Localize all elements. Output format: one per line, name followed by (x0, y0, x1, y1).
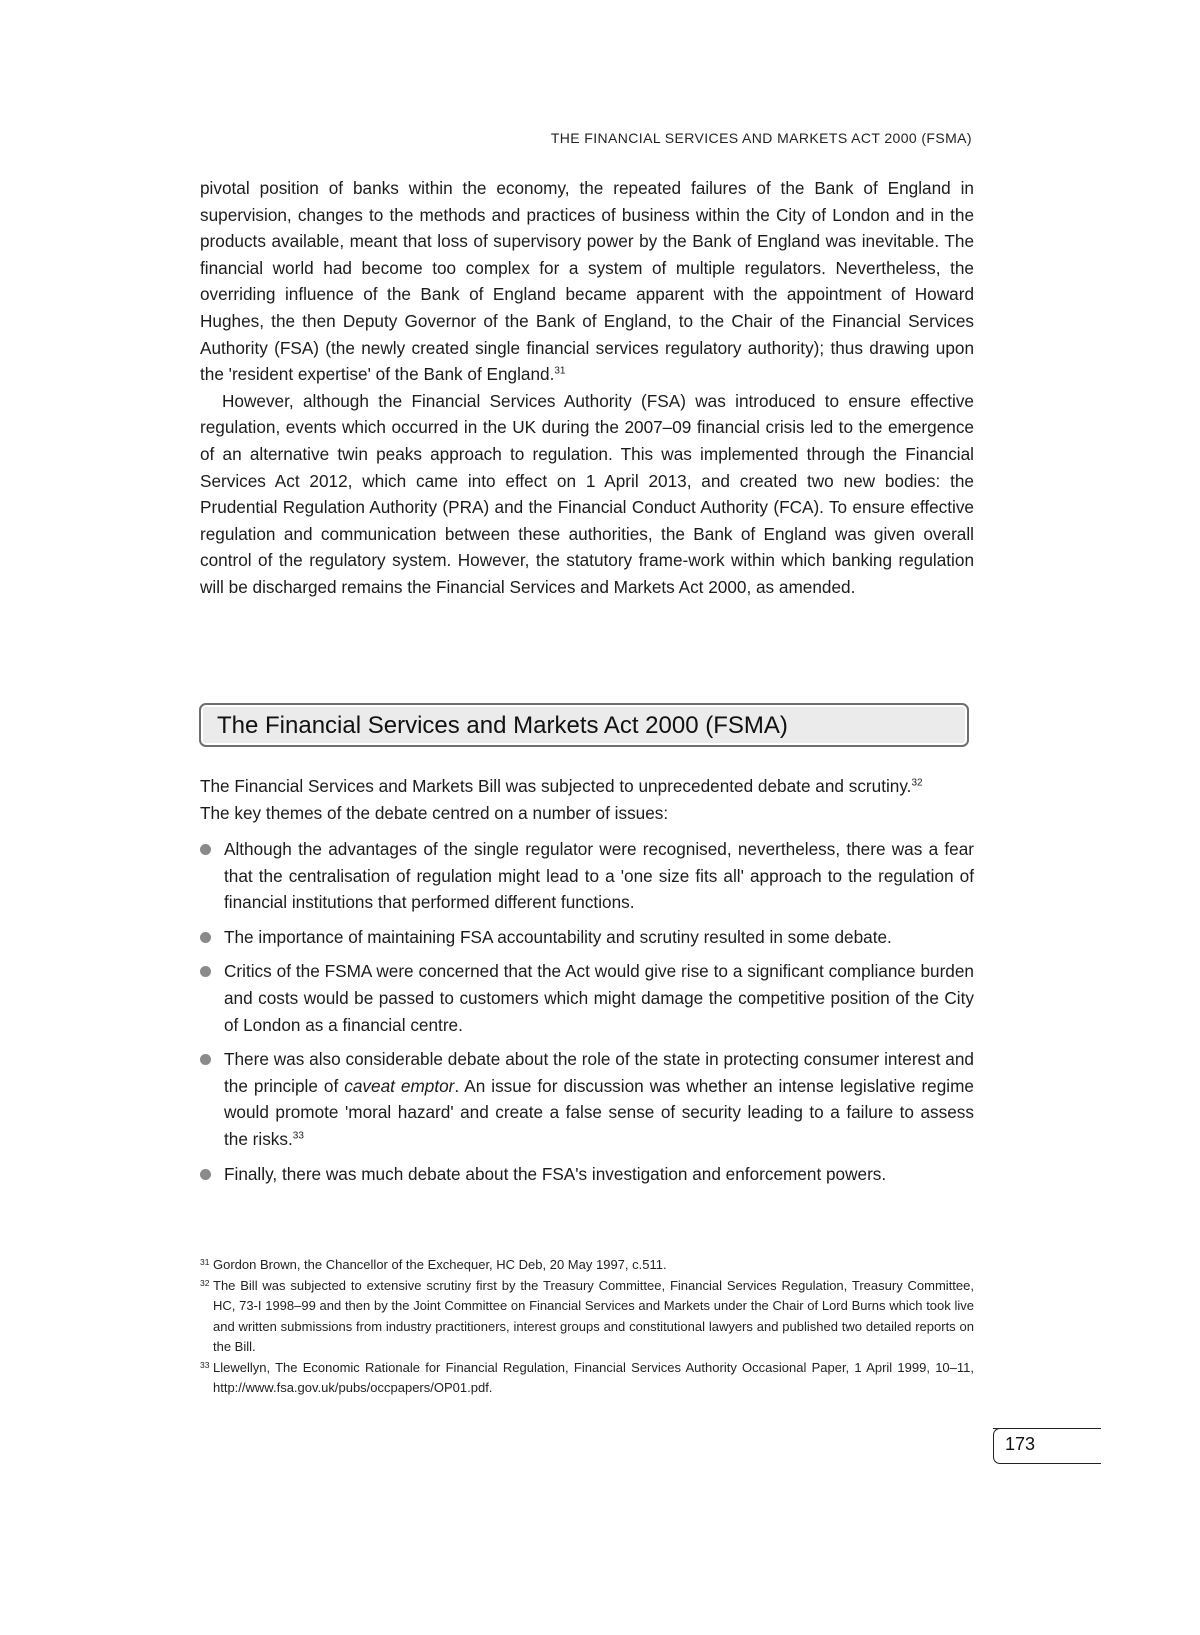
footnote-marker: 32 (200, 1277, 210, 1288)
bullet-item-2 (200, 924, 974, 951)
footnote-ref-32[interactable]: 32 (911, 777, 923, 789)
footnote-text: The Bill was subjected to extensive scrutiny first by the Treasury Committee, Financial Services Regulation, Treasury Committee, HC, 73-I 1998–99 and then by the Joint Committee on Financial Services and Markets under the Chair of Lord Burns which took live and written submissions from industry practitioners, interest groups and constitutional lawyers and published two detailed reports on the Bill. (213, 1277, 974, 1354)
bullet-dot-icon (200, 966, 211, 977)
footnote-ref-31[interactable]: 31 (554, 365, 566, 377)
bullet-text-3: Critics of the FSMA were concerned that the Act would give rise to a significant compliance burden and costs would be passed to customers which might damage the competitive position of the City of London as a financial centre. (224, 961, 974, 1035)
footnote-text: Llewellyn, The Economic Rationale for Financial Regulation, Financial Services Authority Occasional Paper, 1 April 1999, 10–11, http://www.fsa.gov.uk/pubs/occpapers/OP01.pdf. (213, 1359, 974, 1395)
bullet-text-4b: . An issue for discussion was whether an intense legislative regime would promote 'moral hazard' and create a false sense of security leading to a failure to assess the risks. (224, 1075, 974, 1149)
section-intro (200, 773, 974, 826)
section-intro-text-2: The key themes of the debate centred on a number of issues: (200, 802, 669, 823)
bullet-dot-icon (200, 1054, 211, 1065)
running-head: THE FINANCIAL SERVICES AND MARKETS ACT 2000 (FSMA) (550, 130, 972, 146)
footnote-31 (200, 1255, 974, 1276)
footnote-text: Gordon Brown, the Chancellor of the Exchequer, HC Deb, 20 May 1997, c.511. (213, 1257, 667, 1272)
footnote-marker: 33 (200, 1359, 210, 1370)
bullet-text-4a: There was also considerable debate about the role of the state in protecting consumer interest and the principle of (224, 1049, 974, 1096)
bullet-item-5 (200, 1161, 974, 1188)
bullet-item-4 (200, 1046, 974, 1152)
bullet-dot-icon (200, 1169, 211, 1180)
folio-rule-top (993, 1428, 1101, 1429)
folio-rule-bottom (999, 1463, 1101, 1464)
bullet-dot-icon (200, 932, 211, 943)
footnote-marker: 31 (200, 1257, 210, 1267)
footnote-33 (200, 1358, 974, 1399)
bullet-text-5: Finally, there was much debate about the FSA's investigation and enforcement powers. (224, 1163, 887, 1184)
bullet-list (200, 836, 974, 1195)
page-number: 173 (1005, 1434, 1036, 1454)
caveat-emptor-term: caveat emptor (344, 1075, 455, 1096)
bullet-item-1 (200, 836, 974, 916)
footnote-32 (200, 1276, 974, 1358)
page-number-tab (993, 1428, 1101, 1464)
footnotes (200, 1255, 974, 1399)
bullet-text-1: Although the advantages of the single regulator were recognised, nevertheless, there was a fear that the centralisation of regulation might lead to a 'one size fits all' approach to the regulation of financial institutions that performed different functions. (224, 839, 974, 913)
section-heading-box (199, 703, 969, 747)
paragraph-1 (200, 175, 974, 388)
section-intro-text: The Financial Services and Markets Bill was subjected to unprecedented debate and scrutiny. (200, 776, 912, 796)
section-title: The Financial Services and Markets Act 2000 (FSMA) (217, 712, 788, 739)
paragraph-1-text: pivotal position of banks within the economy, the repeated failures of the Bank of England in supervision, changes to the methods and practices of business within the City of London and in the products available, meant that loss of supervisory power by the Bank of England was inevitable. The financial world had become too complex for a system of multiple regulators. Nevertheless, the overriding influence of the Bank of England became apparent with the appointment of Howard Hughes, the then Deputy Governor of the Bank of England, to the Chair of the Financial Services Authority (FSA) (the newly created single financial services regulatory authority); thus drawing upon the 'resident expertise' of the Bank of England. (200, 178, 974, 385)
bullet-item-3 (200, 958, 974, 1038)
bullet-dot-icon (200, 844, 211, 855)
intro-text (200, 175, 974, 601)
bullet-text-2: The importance of maintaining FSA accountability and scrutiny resulted in some debate. (224, 926, 892, 947)
paragraph-2: However, although the Financial Services Authority (FSA) was introduced to ensure effective regulation, events which occurred in the UK during the 2007–09 financial crisis led to the emergence of an alternative twin peaks approach to regulation. This was implemented through the Financial Services Act 2012, which came into effect on 1 April 2013, and created two new bodies: the Prudential Regulation Authority (PRA) and the Financial Conduct Authority (FCA). To ensure effective regulation and communication between these authorities, the Bank of England was given overall control of the regulatory system. However, the statutory frame-work within which banking regulation will be discharged remains the Financial Services and Markets Act 2000, as amended. (200, 390, 974, 597)
footnote-ref-33[interactable]: 33 (292, 1130, 304, 1142)
section-intro-paragraph (200, 773, 974, 826)
